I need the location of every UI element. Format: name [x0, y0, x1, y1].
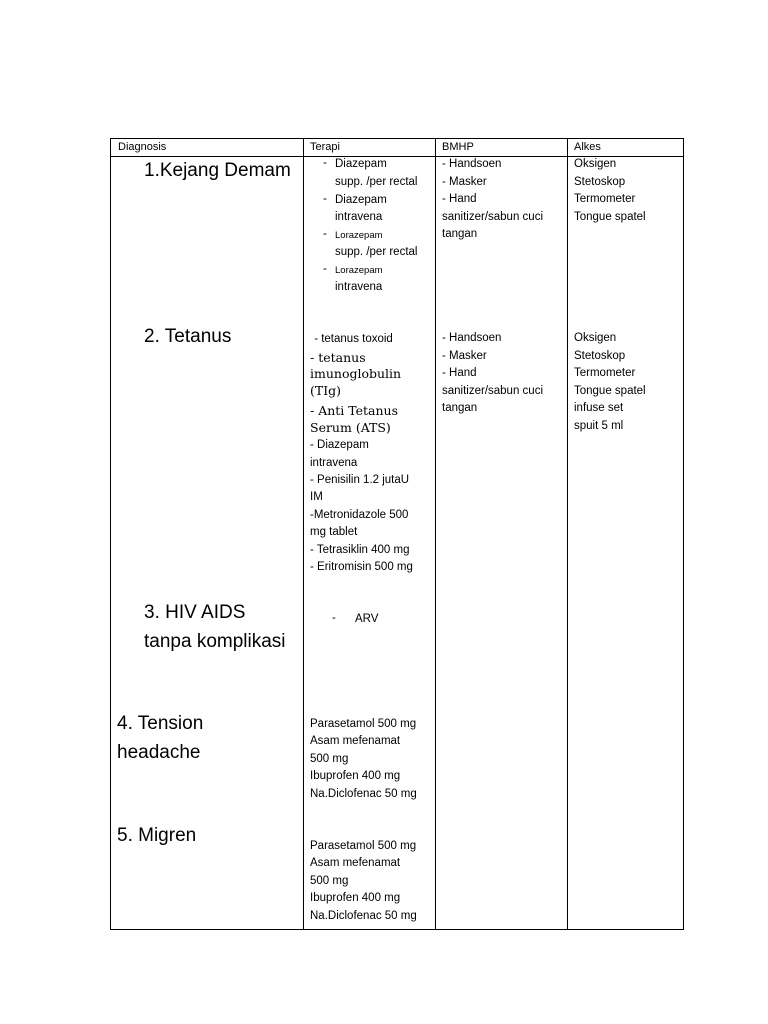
- terapi-item: - tetanus toxoid: [311, 333, 393, 345]
- terapi-item: Lorazepam: [335, 265, 383, 276]
- terapi-item: - Eritromisin 500 mg: [310, 561, 413, 573]
- terapi-item: 500 mg: [310, 753, 349, 765]
- bullet-dash: -: [323, 263, 327, 275]
- column-divider: [567, 139, 568, 929]
- column-divider: [303, 139, 304, 929]
- bmhp-item: - Masker: [442, 176, 487, 188]
- terapi-item: imunoglobulin: [310, 366, 402, 381]
- bullet-dash: -: [332, 612, 336, 624]
- bullet-dash: -: [323, 228, 327, 240]
- terapi-item: Diazepam: [335, 194, 387, 206]
- alkes-item: spuit 5 ml: [574, 420, 624, 432]
- terapi-item: Parasetamol 500 mg: [310, 718, 417, 730]
- terapi-item: mg tablet: [310, 526, 358, 538]
- medication-table: [110, 138, 684, 930]
- terapi-item: supp. /per rectal: [335, 246, 418, 258]
- terapi-item: - Anti Tetanus: [310, 403, 399, 418]
- terapi-item: - Diazepam: [310, 439, 369, 451]
- terapi-item: intravena: [310, 457, 358, 469]
- terapi-item: Asam mefenamat: [310, 857, 401, 869]
- header-bmhp: BMHP: [442, 141, 474, 153]
- alkes-item: Stetoskop: [574, 176, 626, 188]
- terapi-item: Diazepam: [335, 158, 387, 170]
- terapi-item: 500 mg: [310, 875, 349, 887]
- diagnosis-kejang-demam: 1.Kejang Demam: [144, 160, 291, 181]
- terapi-item: Ibuprofen 400 mg: [310, 892, 401, 904]
- alkes-item: Oksigen: [574, 158, 617, 170]
- terapi-item: Asam mefenamat: [310, 735, 401, 747]
- diagnosis-hiv-aids-line2: tanpa komplikasi: [144, 631, 286, 652]
- terapi-item: ARV: [355, 613, 379, 625]
- bmhp-item: sanitizer/sabun cuci: [442, 211, 543, 223]
- diagnosis-tension-headache-line2: headache: [117, 742, 201, 763]
- terapi-item: - Tetrasiklin 400 mg: [310, 544, 410, 556]
- column-divider: [435, 139, 436, 929]
- terapi-item: - tetanus: [310, 350, 366, 365]
- alkes-item: infuse set: [574, 402, 624, 414]
- header-alkes: Alkes: [574, 141, 601, 153]
- bmhp-item: - Handsoen: [442, 332, 502, 344]
- alkes-item: Tongue spatel: [574, 385, 646, 397]
- terapi-item: IM: [310, 491, 323, 503]
- bmhp-item: - Masker: [442, 350, 487, 362]
- terapi-item: Ibuprofen 400 mg: [310, 770, 401, 782]
- bmhp-item: sanitizer/sabun cuci: [442, 385, 543, 397]
- bmhp-item: - Hand: [442, 367, 477, 379]
- header-diagnosis: Diagnosis: [118, 141, 167, 153]
- terapi-item: (TIg): [310, 383, 342, 398]
- alkes-item: Termometer: [574, 367, 636, 379]
- terapi-item: - Penisilin 1.2 jutaU: [310, 474, 410, 486]
- terapi-item: supp. /per rectal: [335, 176, 418, 188]
- terapi-item: Serum (ATS): [310, 420, 391, 435]
- terapi-item: Na.Diclofenac 50 mg: [310, 910, 417, 922]
- alkes-item: Termometer: [574, 193, 636, 205]
- terapi-item: intravena: [335, 281, 383, 293]
- terapi-item: Lorazepam: [335, 230, 383, 241]
- alkes-item: Tongue spatel: [574, 211, 646, 223]
- diagnosis-tetanus: 2. Tetanus: [144, 326, 232, 347]
- diagnosis-tension-headache: 4. Tension: [117, 713, 204, 734]
- bmhp-item: - Handsoen: [442, 158, 502, 170]
- alkes-item: Stetoskop: [574, 350, 626, 362]
- bullet-dash: -: [323, 193, 327, 205]
- bmhp-item: tangan: [442, 402, 478, 414]
- alkes-item: Oksigen: [574, 332, 617, 344]
- terapi-item: Na.Diclofenac 50 mg: [310, 788, 417, 800]
- terapi-item: intravena: [335, 211, 383, 223]
- terapi-item: Parasetamol 500 mg: [310, 840, 417, 852]
- bullet-dash: -: [323, 157, 327, 169]
- header-terapi: Terapi: [310, 141, 340, 153]
- diagnosis-migren: 5. Migren: [117, 825, 197, 846]
- terapi-item: -Metronidazole 500: [310, 509, 409, 521]
- bmhp-item: - Hand: [442, 193, 477, 205]
- diagnosis-hiv-aids: 3. HIV AIDS: [144, 602, 246, 623]
- bmhp-item: tangan: [442, 228, 478, 240]
